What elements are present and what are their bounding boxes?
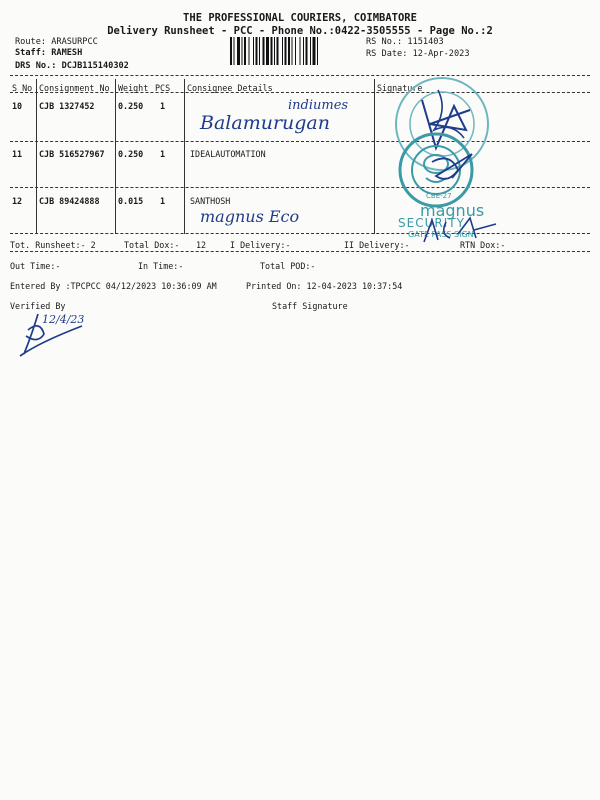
th-consignment: Consignment No — [39, 83, 110, 93]
staff-label: Staff: — [15, 48, 47, 58]
col-divider — [374, 79, 375, 234]
drs-value: DCJB115140302 — [61, 61, 129, 71]
verified-by-label: Verified By — [10, 301, 66, 311]
col-divider — [36, 79, 37, 234]
row-rule — [10, 187, 590, 188]
barcode-bar — [266, 37, 269, 65]
barcode-bar — [292, 37, 293, 65]
barcode-bar — [288, 37, 290, 65]
th-pcs: PCS — [155, 83, 171, 93]
rs-no-line — [366, 37, 444, 47]
th-sno: S No — [12, 83, 33, 93]
route-line — [15, 37, 98, 47]
row-12-handwritten: magnus Eco — [200, 207, 300, 226]
barcode-bar — [230, 37, 232, 65]
in-time: In Time:- — [138, 261, 184, 271]
row-10-pcs: 1 — [160, 101, 166, 111]
magnus-logo-text: magnus — [420, 201, 485, 220]
rs-date-line — [366, 49, 470, 59]
barcode-bar — [234, 37, 235, 65]
barcode-bar — [253, 37, 254, 65]
ii-delivery: II Delivery:- — [344, 240, 410, 250]
staff-value: RAMESH — [51, 48, 83, 58]
route-value: ARASURPCC — [51, 37, 98, 47]
barcode-bar — [249, 37, 250, 65]
gate-pass-stamp-text: GATE PASS SIGN — [408, 230, 474, 239]
th-signature: Signature — [377, 83, 423, 93]
barcode-bar — [259, 37, 260, 65]
row-12-consignment: CJB 89424888 — [39, 196, 100, 206]
runsheet-subtitle: Delivery Runsheet - PCC - Phone No.:0422-3505555 - Page No.:2 — [107, 25, 493, 37]
col-divider — [184, 79, 185, 234]
row-10-sno: 10 — [12, 101, 23, 111]
barcode-bar — [271, 37, 273, 65]
barcode-bar — [300, 37, 301, 65]
row-11-pcs: 1 — [160, 149, 166, 159]
th-weight: Weight — [118, 83, 149, 93]
verified-sign-date: 12/4/23 — [42, 313, 85, 326]
col-divider — [115, 79, 116, 234]
row-12-sno: 12 — [12, 196, 23, 206]
table-top-rule — [10, 75, 590, 76]
out-time: Out Time:- — [10, 261, 61, 271]
row-10-consignment: CJB 1327452 — [39, 101, 95, 111]
barcode-bar — [295, 37, 296, 65]
row-10-handwritten-company: indiumes — [288, 98, 349, 113]
tot-runsheet: Tot. Runsheet:- 2 — [10, 240, 96, 250]
barcode-bar — [242, 37, 243, 65]
barcode-bar — [303, 37, 304, 65]
barcode-bar — [274, 37, 275, 65]
row-11-weight: 0.250 — [118, 149, 144, 159]
barcode-bar — [244, 37, 246, 65]
row-11-consignee: IDEALAUTOMATION — [190, 149, 266, 159]
rs-date-value: 12-Apr-2023 — [412, 49, 470, 59]
company-title: THE PROFESSIONAL COURIERS, COIMBATORE — [183, 12, 417, 24]
row-12-weight: 0.015 — [118, 196, 144, 206]
total-pod: Total POD:- — [260, 261, 316, 271]
row-11-consignment: CJB 516527967 — [39, 149, 105, 159]
barcode-bar — [317, 37, 318, 65]
security-stamp-text: SECURITY — [398, 216, 465, 230]
th-consignee: Consignee Details — [187, 83, 273, 93]
barcode-bar — [310, 37, 311, 65]
barcode-bar — [282, 37, 283, 65]
seal-code-text: CBE-27 — [426, 192, 452, 200]
row-12-consignee: SANTHOSH — [190, 196, 231, 206]
rs-date-label: RS Date: — [366, 49, 408, 59]
barcode-bar — [237, 37, 240, 65]
staff-line — [15, 48, 82, 58]
row-10-handwritten-name: Balamurugan — [200, 112, 330, 134]
barcode-bar — [285, 37, 287, 65]
barcode-bar — [256, 37, 258, 65]
i-delivery: I Delivery:- — [230, 240, 291, 250]
barcode-bar — [277, 37, 279, 65]
barcode-bar — [313, 37, 316, 65]
printed-on: Printed On: 12-04-2023 10:37:54 — [246, 281, 403, 291]
rs-no-label: RS No.: — [366, 37, 403, 47]
row-12-pcs: 1 — [160, 196, 166, 206]
drs-line — [15, 61, 129, 71]
total-dox-value: 12 — [196, 240, 207, 250]
staff-signature-label: Staff Signature — [272, 301, 348, 311]
rtn-dox: RTN Dox:- — [460, 240, 506, 250]
total-dox-label: Total Dox:- — [124, 240, 180, 250]
row-10-weight: 0.250 — [118, 101, 144, 111]
route-label: Route: — [15, 37, 47, 47]
table-bottom-rule — [10, 233, 590, 234]
rs-no-value: 1151403 — [407, 37, 444, 47]
drs-label: DRS No.: — [15, 61, 57, 71]
row-11-sno: 11 — [12, 149, 23, 159]
entered-by: Entered By :TPCPCC 04/12/2023 10:36:09 AM — [10, 281, 217, 291]
barcode-bar — [306, 37, 308, 65]
barcode-graphic — [230, 37, 358, 65]
totals-rule — [10, 251, 590, 252]
row-rule — [10, 141, 590, 142]
barcode-bar — [263, 37, 265, 65]
